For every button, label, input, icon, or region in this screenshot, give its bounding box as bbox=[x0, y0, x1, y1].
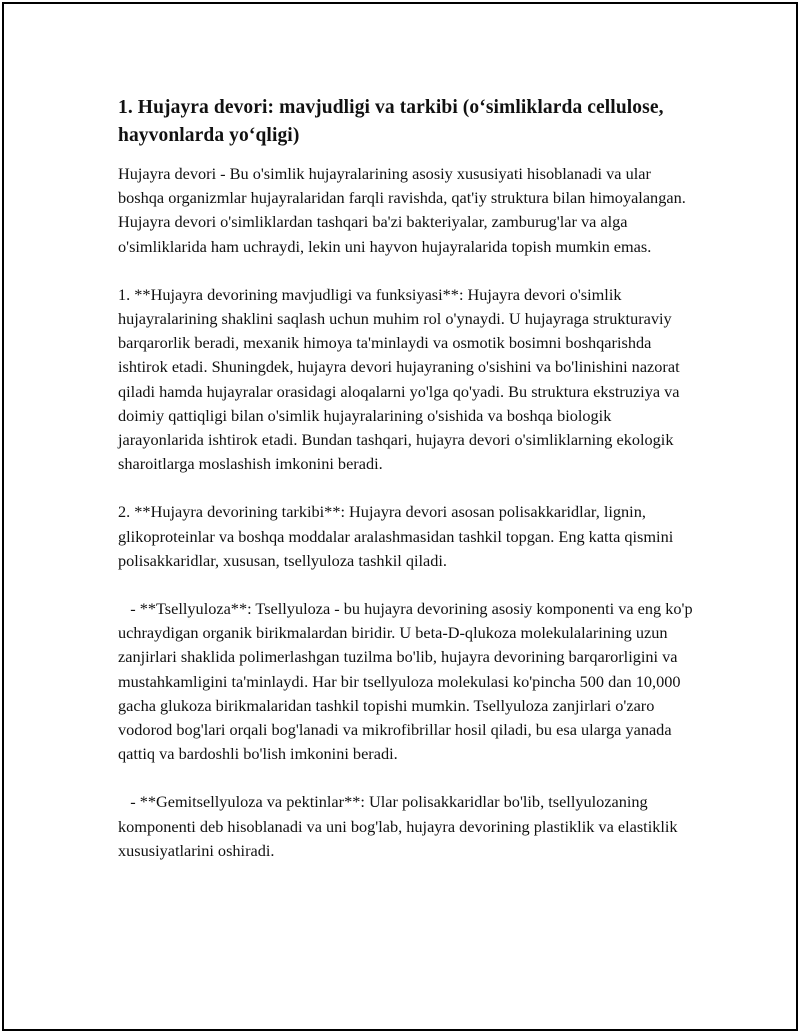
section-heading: 1. Hujayra devori: mavjudligi va tarkibi (o‘simliklarda cellulose, hayvonlarda yo‘qligi) bbox=[118, 97, 664, 146]
existence-function-paragraph: 1. **Hujayra devorining mavjudligi va funksiyasi**: Hujayra devori o'simlik hujayralarining shaklini saqlash uchun muhim rol o'ynaydi. U hujayraga strukturaviy barqarorlik beradi, mexanik himoya ta'minlaydi va osmotik bosimni boshqarishda ishtirok etadi. Shuningdek, hujayra devori hujayraning o'sishini va bo'linishini nazorat qiladi hamda hujayralar orasidagi aloqalarni yo'lga qo'yadi. Bu struktura ekstruziya va doimiy qattiqligi bilan o'simlik hujayralarining o'sishida va boshqa biologik jarayonlarida ishtirok etadi. Bundan tashqari, hujayra devori o'simliklarning ekologik sharoitlarga moslashish imkonini beradi. bbox=[118, 284, 684, 474]
cellulose-paragraph: - **Tsellyuloza**: Tsellyuloza - bu hujayra devorining asosiy komponenti va eng ko'p uchraydigan organik birikmalardan biridir. U beta-D-qlukoza molekulalarining uzun zanjirlari shaklida polimerlashgan tuzilma bo'lib, hujayra devorining barqarorligini va mustahkamligini ta'minlaydi. Har bir tsellyuloza molekulasi ko'pincha 500 dan 10,000 gacha glukoza birikmalaridan tashkil topishi mumkin. Tsellyuloza zanjirlari o'zaro vodorod bog'lari orqali bog'lanadi va mikrofibrillar hosil qiladi, bu esa ularga yanada qattiq va bardoshli bo'lish imkonini beradi. bbox=[118, 599, 697, 764]
document-body bbox=[118, 94, 698, 887]
intro-paragraph: Hujayra devori - Bu o'simlik hujayralarining asosiy xususiyati hisoblanadi va ular boshqa organizmlar hujayralaridan farqli ravishda, qat'iy struktura bilan himoyalangan. Hujayra devori o'simliklardan tashqari ba'zi bakteriyalar, zamburug'lar va alga o'simliklarida ham uchraydi, lekin uni hayvon hujayralarida topish mumkin emas. bbox=[118, 164, 690, 256]
hemicellulose-pectin-paragraph: - **Gemitsellyuloza va pektinlar**: Ular polisakkaridlar bo'lib, tsellyulozaning komponenti deb hisoblanadi va uni bog'lab, hujayra devorining plastiklik va elastiklik xususiyatlarini oshiradi. bbox=[118, 792, 682, 860]
composition-paragraph: 2. **Hujayra devorining tarkibi**: Hujayra devori asosan polisakkaridlar, lignin, glikoproteinlar va boshqa moddalar aralashmasidan tashkil topgan. Eng katta qismini polisakkaridlar, xususan, tsellyuloza tashkil qiladi. bbox=[118, 502, 678, 570]
